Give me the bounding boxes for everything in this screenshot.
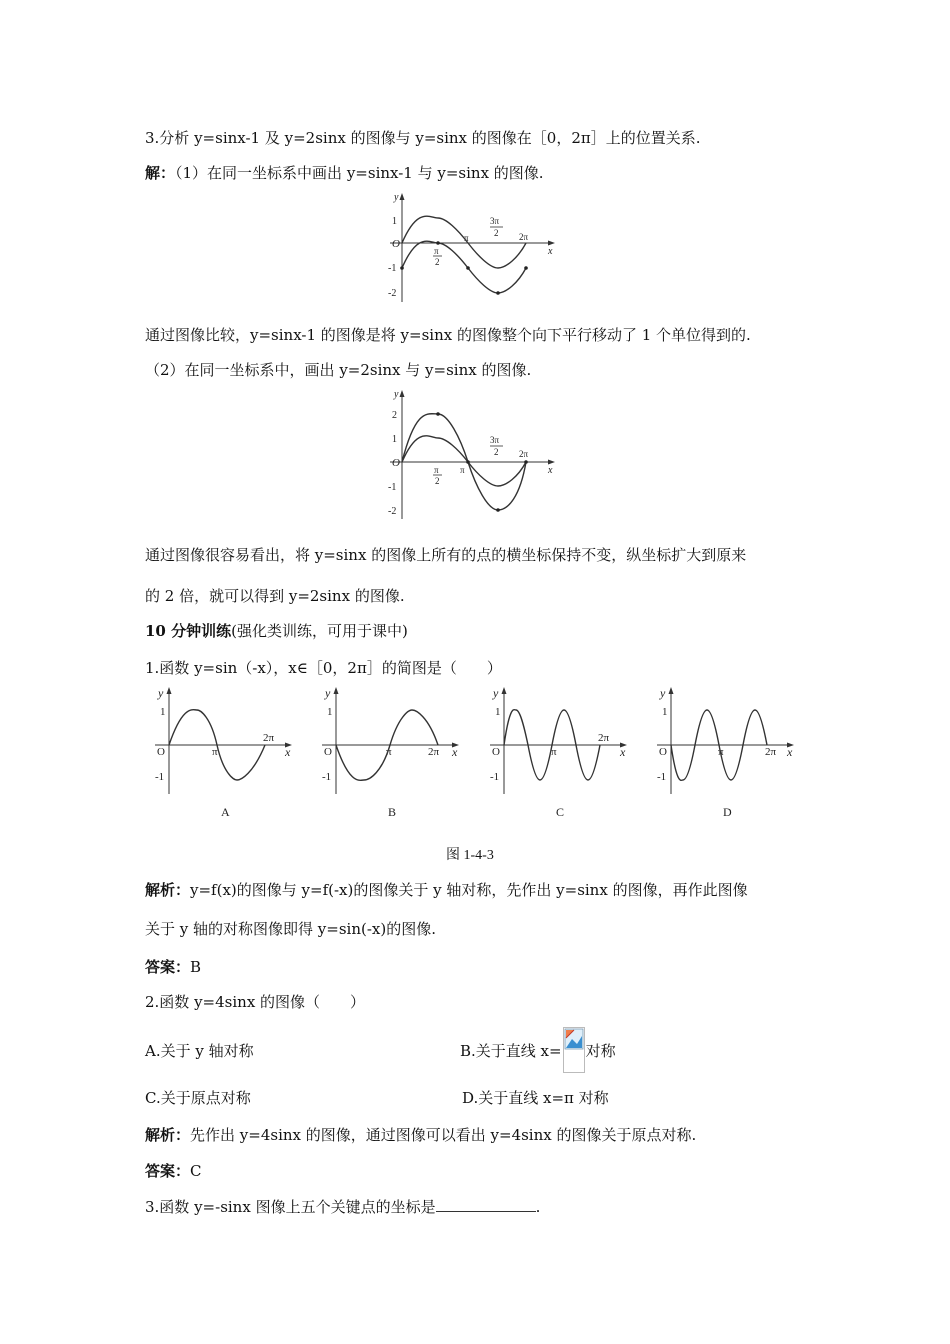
p2-question: 2.函数 y=4sinx 的图像（ ） xyxy=(145,993,366,1011)
svg-text:y: y xyxy=(325,686,331,700)
p1-answer: B xyxy=(190,958,202,976)
svg-text:-1: -1 xyxy=(155,771,165,783)
svg-text:1: 1 xyxy=(662,706,668,718)
svg-text:π: π xyxy=(386,746,392,758)
svg-text:-1: -1 xyxy=(490,771,500,783)
svg-text:O: O xyxy=(492,746,500,758)
p2-answer: C xyxy=(190,1162,202,1180)
y-axis-label-2: y xyxy=(394,389,399,400)
y-axis-label: y xyxy=(394,192,399,203)
solution-label: 解： xyxy=(145,164,176,182)
svg-text:y: y xyxy=(493,686,499,700)
tick-neg1: -1 xyxy=(388,263,397,274)
svg-text:x: x xyxy=(787,745,793,759)
svg-text:O: O xyxy=(157,746,165,758)
analysis-label-2: 解析： xyxy=(145,1126,191,1144)
svg-text:π: π xyxy=(551,746,557,758)
svg-text:-1: -1 xyxy=(657,771,667,783)
origin-label: O xyxy=(392,238,400,250)
p1-answer-line xyxy=(145,957,201,977)
answer-label-1: 答案： xyxy=(145,958,191,976)
p3-end: . xyxy=(535,1198,541,1216)
p2-option-a: A.关于 y 轴对称 xyxy=(145,1042,254,1060)
y-arrow-icon xyxy=(400,193,405,200)
curve-sinx-minus-1 xyxy=(402,241,526,293)
x-axis-label: x xyxy=(548,246,553,257)
p2-answer-line xyxy=(145,1161,202,1181)
option-label-c: C xyxy=(556,805,565,819)
svg-text:1: 1 xyxy=(160,706,166,718)
section-title: 10 分钟训练 xyxy=(145,622,232,640)
svg-text:-1: -1 xyxy=(322,771,332,783)
figure-caption: 图 1-4-3 xyxy=(446,848,494,863)
tick-1-b: 1 xyxy=(392,434,397,445)
svg-text:2π: 2π xyxy=(598,732,610,744)
p2-option-b-pre: B.关于直线 x= xyxy=(460,1042,562,1060)
svg-text:2π: 2π xyxy=(263,732,275,744)
svg-text:y: y xyxy=(158,686,164,700)
compare-text-2a: 通过图像很容易看出，将 y=sinx 的图像上所有的点的横坐标保持不变，纵坐标扩大到原来 xyxy=(145,546,747,564)
p1-analysis-a xyxy=(145,880,748,900)
tick-pi-b: π xyxy=(460,465,465,475)
tick-pi: π xyxy=(464,233,469,243)
svg-text:1: 1 xyxy=(327,706,333,718)
p2-option-c: C.关于原点对称 xyxy=(145,1089,251,1107)
tick-pi2-den-b: 2 xyxy=(435,476,440,486)
svg-text:π: π xyxy=(212,746,218,758)
p2-option-b xyxy=(460,1041,616,1061)
svg-text:x: x xyxy=(452,745,458,759)
x-arrow-icon xyxy=(548,241,555,246)
svg-text:x: x xyxy=(620,745,626,759)
svg-text:x: x xyxy=(285,745,291,759)
p2-option-b-post: 对称 xyxy=(585,1042,616,1060)
tick-pi2-num: π xyxy=(434,246,439,256)
graph-2sinx xyxy=(380,387,565,522)
tick-pi2-num-b: π xyxy=(434,465,439,475)
answer-label-2: 答案： xyxy=(145,1162,191,1180)
p2-analysis-text: 先作出 y=4sinx 的图像，通过图像可以看出 y=4sinx 的图像关于原点对称. xyxy=(190,1126,697,1144)
solution-part2: （2）在同一坐标系中，画出 y=2sinx 与 y=sinx 的图像. xyxy=(145,361,532,379)
svg-text:2π: 2π xyxy=(765,746,777,758)
svg-text:2π: 2π xyxy=(428,746,440,758)
tick-1: 1 xyxy=(392,216,397,227)
tick-2pi-b: 2π xyxy=(519,449,529,459)
option-graph-b xyxy=(322,686,459,819)
broken-image-icon xyxy=(563,1027,585,1073)
tick-neg2: -2 xyxy=(388,288,397,299)
option-label-d: D xyxy=(723,805,732,819)
compare-text-2b: 的 2 倍，就可以得到 y=2sinx 的图像. xyxy=(145,587,405,605)
section-heading xyxy=(145,621,408,641)
option-label-b: B xyxy=(388,805,397,819)
image-placeholder-icon xyxy=(564,1028,584,1050)
section-note: (强化类训练，可用于课中) xyxy=(231,622,408,640)
analysis-label-1: 解析： xyxy=(145,881,191,899)
solution-part1-text: （1）在同一坐标系中画出 y=sinx-1 与 y=sinx 的图像. xyxy=(175,164,544,182)
p2-option-d: D.关于直线 x=π 对称 xyxy=(462,1089,609,1107)
p1-analysis-b: 关于 y 轴的对称图像即得 y=sin(-x)的图像. xyxy=(145,920,436,938)
svg-text:1: 1 xyxy=(495,706,501,718)
x-arrow-icon-2 xyxy=(548,460,555,465)
tick-3pi2-den: 2 xyxy=(494,228,499,238)
option-graph-d xyxy=(657,686,794,819)
option-graphs xyxy=(145,686,805,826)
p3-question: 3.函数 y=-sinx 图像上五个关键点的坐标是 xyxy=(145,1198,436,1216)
tick-3pi2-num-b: 3π xyxy=(490,435,500,445)
option-label-a: A xyxy=(221,805,230,819)
solution-part1 xyxy=(145,163,544,183)
y-arrow-icon-2 xyxy=(400,390,405,397)
p3-question-line xyxy=(145,1197,540,1217)
p1-analysis-text-a: y=f(x)的图像与 y=f(-x)的图像关于 y 轴对称，先作出 y=sinx 的图像，再作此图像 xyxy=(190,881,748,899)
curve-sinx-b xyxy=(402,436,526,486)
option-graph-c xyxy=(490,686,627,819)
q3-title: 3.分析 y=sinx-1 及 y=2sinx 的图像与 y=sinx 的图像在［0，2π］上的位置关系. xyxy=(145,129,701,147)
tick-3pi2-num: 3π xyxy=(490,216,500,226)
p1-question: 1.函数 y=sin（-x），x∈［0，2π］的简图是（ ） xyxy=(145,659,502,677)
answer-blank[interactable] xyxy=(436,1197,536,1212)
graph-sinx-minus-1 xyxy=(380,190,565,305)
compare-text-1: 通过图像比较，y=sinx-1 的图像是将 y=sinx 的图像整个向下平行移动了 1 个单位得到的. xyxy=(145,326,751,344)
tick-neg2-b: -2 xyxy=(388,506,397,517)
tick-2: 2 xyxy=(392,410,397,421)
p2-analysis xyxy=(145,1125,696,1145)
tick-neg1-b: -1 xyxy=(388,482,397,493)
origin-label-2: O xyxy=(392,457,400,469)
svg-text:π: π xyxy=(718,746,724,758)
svg-text:O: O xyxy=(659,746,667,758)
tick-pi2-den: 2 xyxy=(435,257,440,267)
x-axis-label-2: x xyxy=(548,465,553,476)
option-graph-a xyxy=(155,686,292,819)
svg-text:O: O xyxy=(324,746,332,758)
tick-3pi2-den-b: 2 xyxy=(494,447,499,457)
svg-text:y: y xyxy=(660,686,666,700)
tick-2pi: 2π xyxy=(519,232,529,242)
